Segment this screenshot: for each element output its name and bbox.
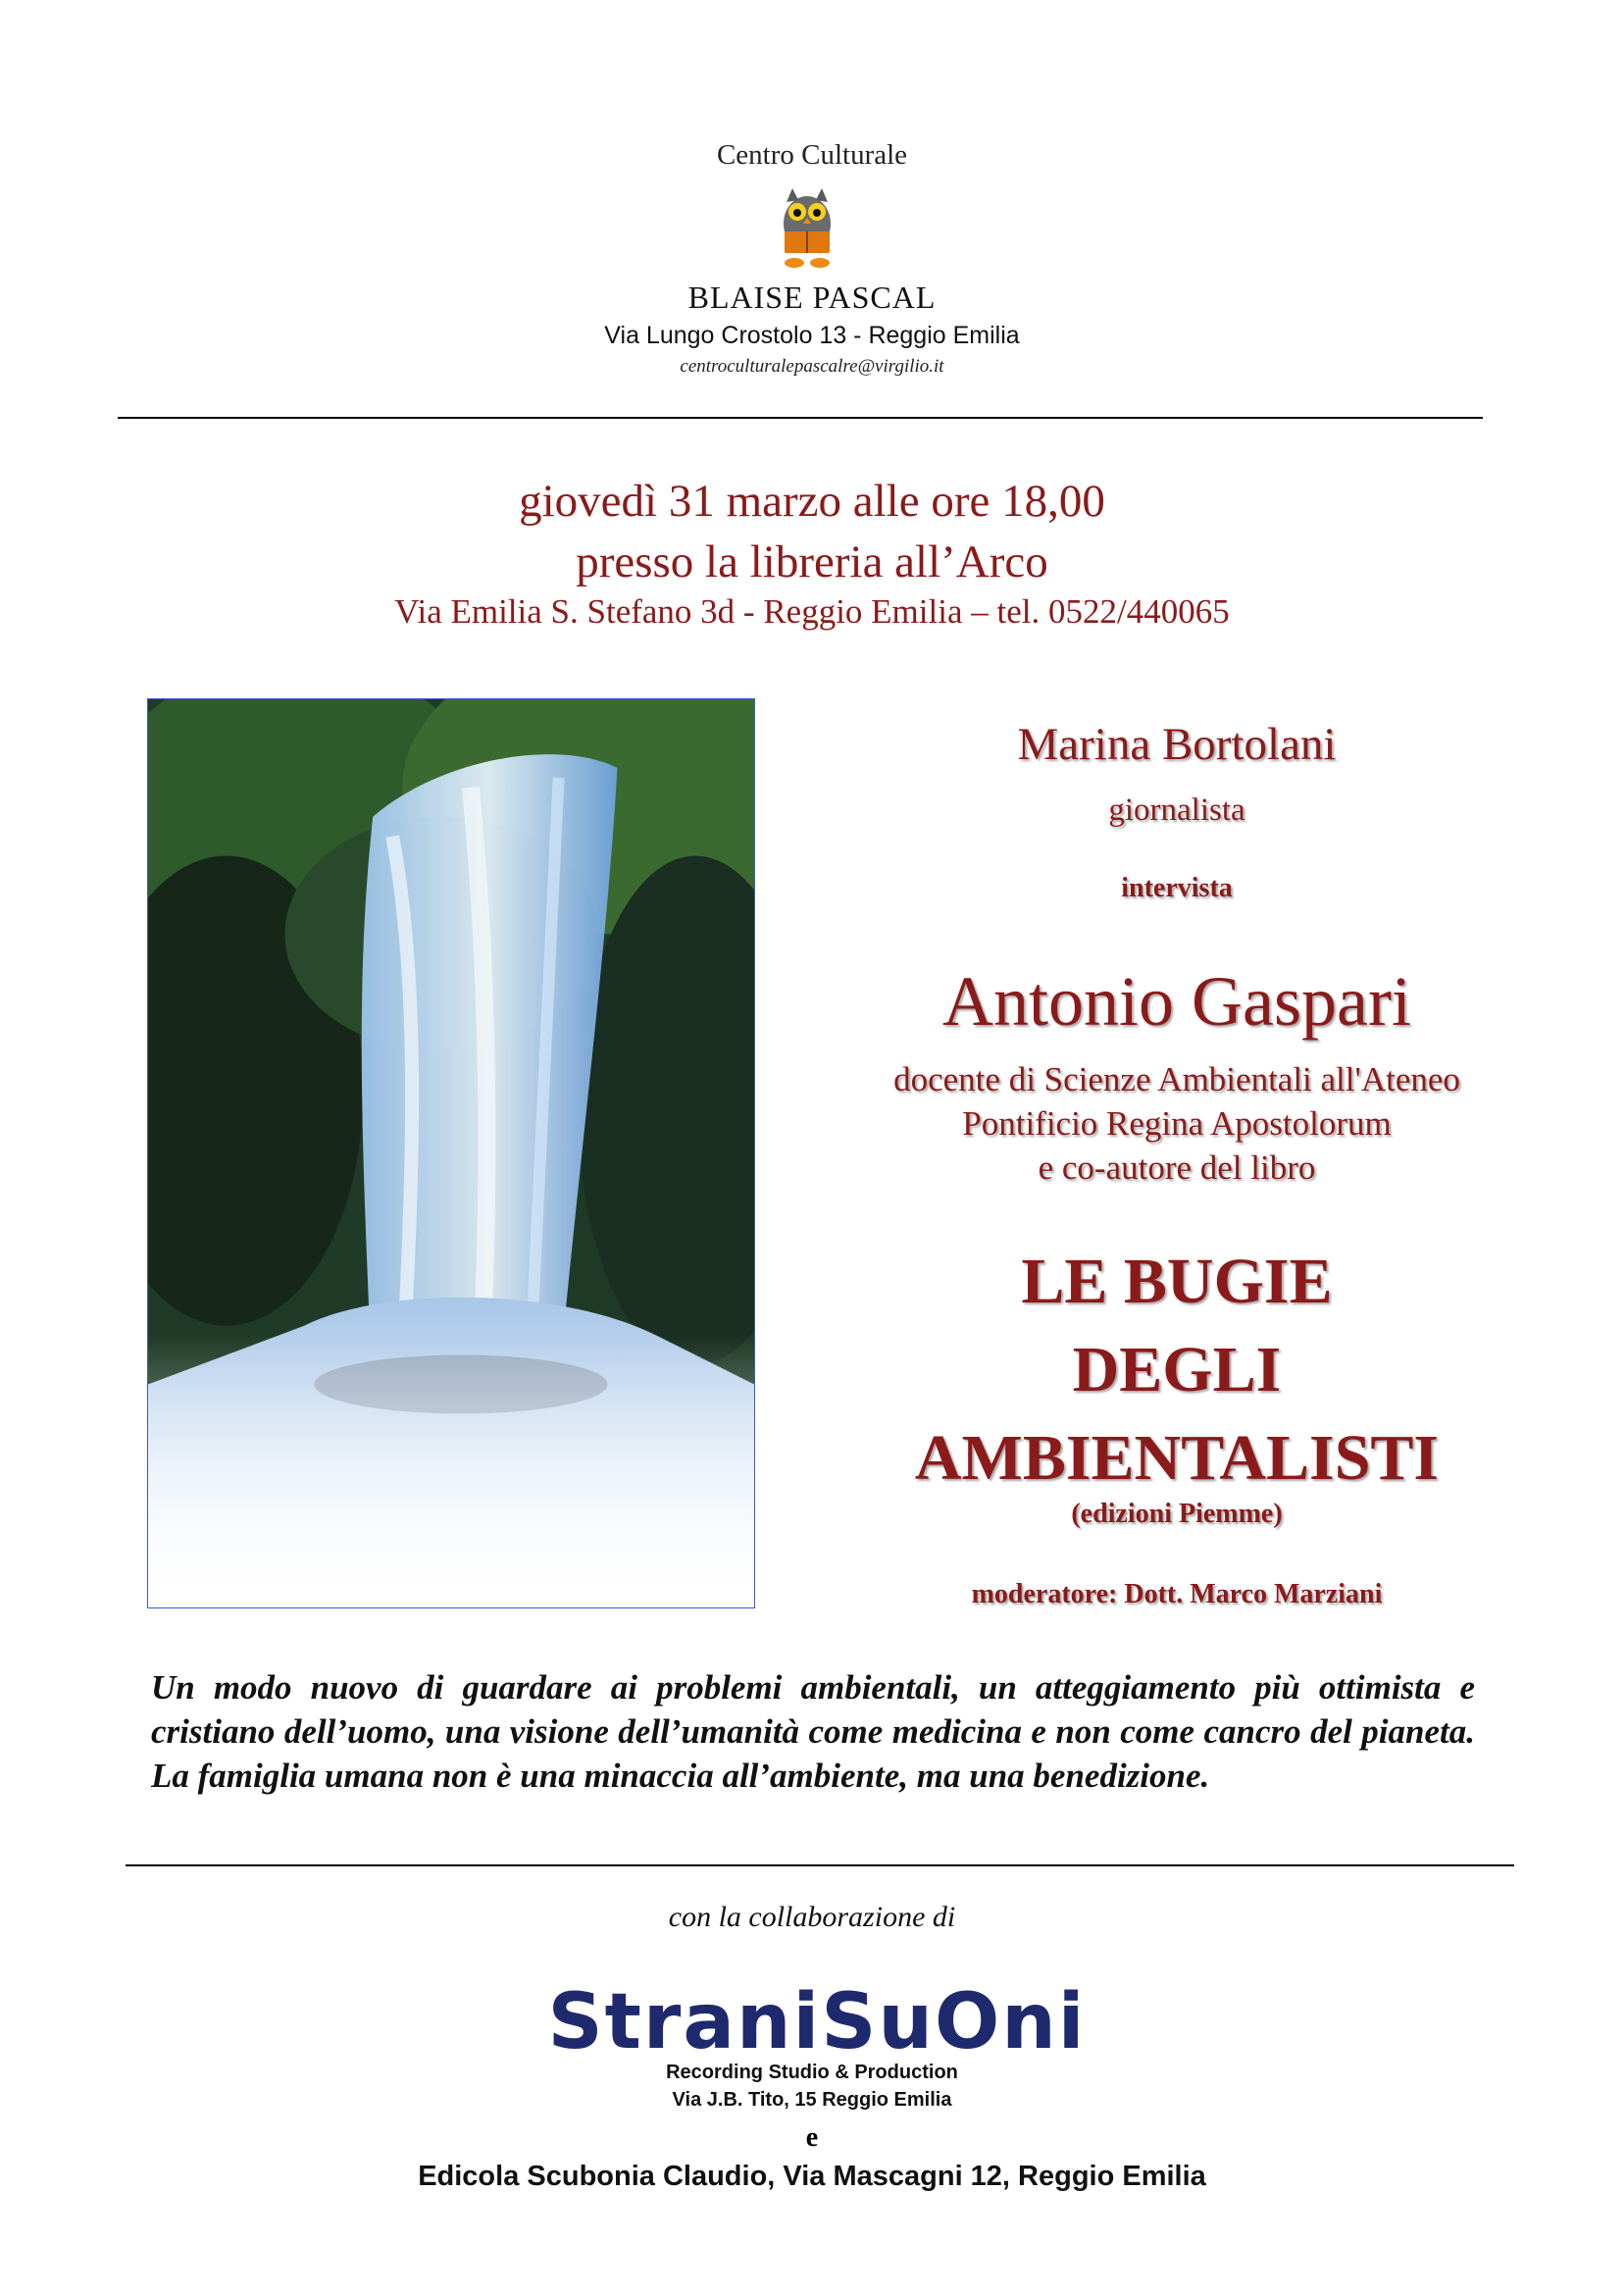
moderator: moderatore: Dott. Marco Marziani xyxy=(971,1579,1383,1609)
event-date: giovedì 31 marzo alle ore 18,00 xyxy=(519,476,1105,527)
sponsor-tagline: Recording Studio & Production xyxy=(666,2062,958,2083)
interviewer-name: Marina Bortolani xyxy=(1017,719,1337,770)
book-publisher: (edizioni Piemme) xyxy=(1071,1499,1283,1529)
org-label: Centro Culturale xyxy=(716,139,908,171)
guest-desc-line: e co-autore del libro xyxy=(1038,1148,1316,1187)
verb-interviews: intervista xyxy=(1121,873,1233,903)
guest-name: Antonio Gaspari xyxy=(942,962,1411,1041)
event-venue: presso la libreria all’Arco xyxy=(576,536,1048,587)
sponsor-logo-text: StraniSuOni xyxy=(547,1978,1087,2066)
owl-logo-icon xyxy=(763,184,851,273)
partner-newsstand: Edicola Scubonia Claudio, Via Mascagni 12, Reggio Emilia xyxy=(418,2161,1206,2192)
org-address: Via Lungo Crostolo 13 - Reggio Emilia xyxy=(604,322,1020,349)
org-name: BLAISE PASCAL xyxy=(687,280,937,315)
header-divider xyxy=(118,417,1483,419)
footer-divider xyxy=(126,1864,1514,1866)
guest-desc-line: Pontificio Regina Apostolorum xyxy=(962,1104,1392,1143)
sponsor-address: Via J.B. Tito, 15 Reggio Emilia xyxy=(672,2089,952,2111)
org-email: centroculturalepascalre@virgilio.it xyxy=(680,356,944,377)
interviewer-role: giornalista xyxy=(1108,792,1245,828)
guest-description xyxy=(814,1057,1540,1190)
guest-desc-line: docente di Scienze Ambientali all'Ateneo xyxy=(893,1060,1460,1098)
book-title-line: LE BUGIE xyxy=(1021,1246,1333,1317)
waterfall-photo xyxy=(147,698,755,1608)
collab-label: con la collaborazione di xyxy=(668,1901,956,1933)
conjunction: e xyxy=(805,2122,819,2153)
book-title-line: AMBIENTALISTI xyxy=(914,1422,1440,1494)
event-blurb: Un modo nuovo di guardare ai problemi ambientali, un atteggiamento più ottimista e cristiano dell’uomo, una visione dell’umanità come medicina e non come cancro del pianeta. La famiglia umana non è una minaccia all’ambiente, ma una benedizione. xyxy=(151,1668,1475,1795)
book-title xyxy=(814,1238,1540,1503)
book-title-line: DEGLI xyxy=(1072,1334,1282,1405)
event-address: Via Emilia S. Stefano 3d - Reggio Emilia – tel. 0522/440065 xyxy=(394,592,1230,631)
